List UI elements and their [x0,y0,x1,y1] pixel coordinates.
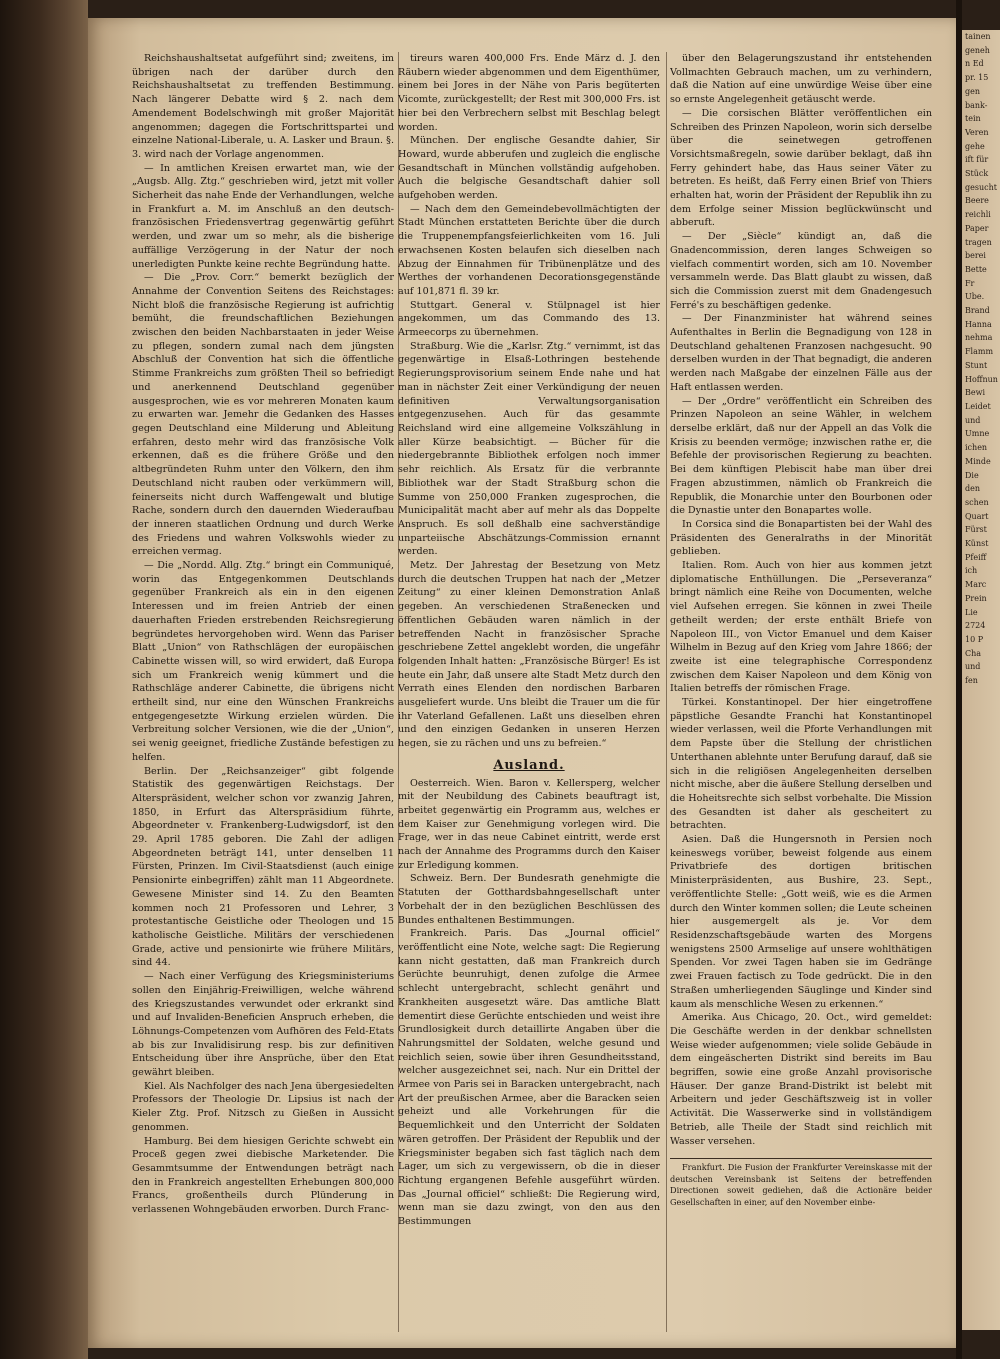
paragraph: Oesterreich. Wien. Baron v. Kellersperg, welcher mit der Neubildung des Cabinets beauftragt ist, arbeitet gegenwärtig ein Programm aus, welches er dem Kaiser zur Genehmigung vorlegen wird. Die Frage, wer in das neue Cabinet eintritt, werde erst nach der Annahme des Programms durch den Kaiser zur Erledigung kommen. [398,777,660,871]
paragraph: Kiel. Als Nachfolger des nach Jena übergesiedelten Professors der Theologie Dr. Lipsius ist nach der Kieler Ztg. Prof. Nitzsch zu Gießen in Aussicht genommen. [132,1080,394,1133]
adjacent-page-fragment: Lie [965,607,978,617]
adjacent-page-fragment: und [965,662,981,672]
adjacent-page-fragment: geneh [965,45,990,55]
adjacent-page-fragment: reichli [965,210,991,220]
paragraph: Italien. Rom. Auch von hier aus kommen jetzt diplomatische Enthüllungen. Die „Perseveranza“ bringt nämlich eine Reihe von Documenten, welche viel Aufsehen erregen. Sie können in zwei Theile getheilt werden; der erste enthält Briefe von Napoleon III., von Victor Emanuel und dem Kaiser Wilhelm in Bezug auf den Krieg vom Jahre 1866; der zweite ist eine telegraphische Correspondenz zwischen dem Kaiser Napoleon und dem König von Italien betreffs der römischen Frage. [670,560,932,695]
paragraph: Hamburg. Bei dem hiesigen Gerichte schwebt ein Proceß gegen zwei diebische Marketender. Die Gesammtsumme der Entwendungen beträgt nach den in Frankreich angestellten Erhebungen 800,000 Francs, großentheils durch Plünderung in verlassenen Wohngebäuden erworben. Durch Franc- [132,1135,394,1216]
adjacent-page-fragment: Künst [965,539,989,549]
paragraph: — Die „Prov. Corr.“ bemerkt bezüglich der Annahme der Convention Seitens des Reichstages: Nicht bloß die französische Regierung ist aufrichtig bemüht, die freundschaftlichen Beziehungen zwischen den beiden Nachbarstaaten in jeder Weise zu pflegen, sondern zumal nach dem jüngsten Abschluß der Convention hat sich die öffentliche Stimme Frankreichs zum größten Theil so befriedigt und anerkennend Deutschland gegenüber ausgesprochen, wie es vor mehreren Monaten kaum zu erwarten war. Jemehr die Gedanken des Hasses gegen Deutschland eine Milderung und Ableitung erfahren, desto mehr wird das französische Volk erkennen, daß es die frühere Größe und den altbegründeten Ruhm unter den Völkern, den ihm Deutschland nicht rauben oder verkümmern will, feinerseits nicht durch Waffengewalt und blutige Rache, sondern durch den dauernden Wiederaufbau der inneren staatlichen Ordnung und durch Werke des Friedens und wahren Volkswohls wieder zu erreichen vermag. [132,272,394,558]
adjacent-page-fragment: Minde [965,456,991,466]
paragraph: tireurs waren 400,000 Frs. Ende März d. J. den Räubern wieder abgenommen und dem Eigenthümer, einem bei Jores in der Nähe von Paris begüterten Vicomte, zurückgestellt; der Rest mit 300,000 Frs. ist hier bei den Verbrechern selbst mit Beschlag belegt worden. [398,53,660,133]
adjacent-page-fragment: bank- [965,100,988,110]
paragraph: München. Der englische Gesandte dahier, Sir Howard, wurde abberufen und zugleich die englische Gesandtschaft in München vollständig aufgehoben. Auch die belgische Gesandtschaft dahier soll aufgehoben werden. [398,135,660,202]
adjacent-page-fragment: Paper [965,223,989,233]
paragraph: Reichshaushaltsetat aufgeführt sind; zweitens, im übrigen nach der darüber durch den Reichshaushaltsetat zu treffenden Bestimmung. Nach längerer Debatte wird § 2. nach dem Amendement Bodelschwingh mit großer Majorität angenommen; dagegen die Fortschrittspartei und einzelne National-Liberale, u. A. Lasker und Braun. §. 3. wird nach der Vorlage angenommen. [132,53,394,160]
adjacent-page-fragment: gesucht [965,182,997,192]
adjacent-page-fragment: den [965,484,981,494]
frankfurt-note [670,1158,932,1208]
book-binding [0,0,88,1359]
column-3 [670,52,932,1332]
adjacent-page-edge [962,30,1000,1330]
paragraph: Schweiz. Bern. Der Bundesrath genehmigte die Statuten der Gotthardsbahngesellschaft unter Vorbehalt der in den bezüglichen Beschlüssen des Bundes enthaltenen Bestimmungen. [398,873,660,926]
adjacent-page-fragment: Quart [965,511,989,521]
adjacent-page-fragment: Stunt [965,360,988,370]
adjacent-page-fragment: tainen [965,32,991,41]
adjacent-page-fragment: Leidet [965,401,991,411]
adjacent-page-fragment: Brand [965,306,990,316]
paragraph: Straßburg. Wie die „Karlsr. Ztg.“ vernimmt, ist das gegenwärtige in Elsaß-Lothringen bestehende Regierungsprovisorium seinem Ende nahe und hat man in nächster Zeit einer Verkündigung der neuen definitiven Verwaltungsorganisation entgegenzusehen. Auch für das gesammte Reichsland wird eine allgemeine Volkszählung in aller Kürze beabsichtigt. — Bücher für die niedergebrannte Bibliothek erfolgen noch immer sehr reichlich. Als Ersatz für die verbrannte Bibliothek war der Stadt Straßburg schon die Summe von 250,000 Franken zugesprochen, die Municipalität macht aber auf mehr als das Doppelte Anspruch. Es soll deßhalb eine sachverständige unparteiische Abschätzungs-Commission ernannt werden. [398,340,660,558]
adjacent-page-fragment: Veren [965,127,989,137]
adjacent-page-fragment: tragen [965,237,992,247]
adjacent-page-fragment: Pfeiff [965,552,987,562]
adjacent-page-fragment: Marc [965,580,987,590]
adjacent-page-fragment: Stück [965,169,989,179]
paragraph: — Der „Siècle“ kündigt an, daß die Gnadencommission, deren langes Schweigen so vielfach commentirt worden, sich am 10. November versammeln werde. Das Blatt glaubt zu wissen, daß sich die Commission zuerst mit dem Gnadengesuch Ferré's zu beschäftigen gedenke. [670,231,932,311]
paragraph: Berlin. Der „Reichsanzeiger“ gibt folgende Statistik des gegenwärtigen Reichstags. Der Alterspräsident, welcher schon vor zwanzig Jahren, 1850, in Erfurt das Alterspräsidium führte, Abgeordneter v. Frankenberg-Ludwigsdorf, ist den 29. April 1785 geboren. Die Zahl der adligen Abgeordneten beträgt 141, unter denselben 11 Fürsten, Prinzen. Im Civil-Staatsdienst (auch einige Pensionirte einbegriffen) zählt man 11 Abgeordnete. Gewesene Minister sind 14. Zu den Beamten kommen noch 21 Professoren und Lehrer, 3 protestantische Geistliche oder Theologen und 15 katholische Geistliche. Militärs der verschiedenen Grade, active und pensionirte wie frühere Militärs, sind 44. [132,765,394,969]
paragraph: Frankreich. Paris. Das „Journal officiel“ veröffentlicht eine Note, welche sagt: Die Regierung kann nicht gestatten, daß man Frankreich durch Gerüchte beunruhigt, denen zufolge die Armee schlecht untergebracht, schlecht genährt und Krankheiten ausgesetzt wäre. Das amtliche Blatt dementirt diese Gerüchte entschieden und weist ihre Grundlosigkeit durch detaillirte Angaben über die Nahrungsmittel der Soldaten, welche gesund und reichlich seien, sowie über ihren Gesundheitsstand, welcher ausgezeichnet sei, nach. Nur ein Drittel der Armee von Paris sei in Baracken untergebracht, nach Art der preußischen Armee, aber die Baracken seien geheizt und alle Vorkehrungen für die Bequemlichkeit und den Unterricht der Soldaten wären getroffen. Der Präsident der Republik und der Kriegsminister begaben sich fast täglich nach dem Lager, um sich zu vergewissern, ob die in dieser Richtung ergangenen Befehle ausgeführt würden. Das „Journal officiel“ schließt: Die Regierung wird, wenn man sie dazu zwingt, von den aus den Bestimmungen [398,928,660,1228]
adjacent-page-fragment: 10 P [965,634,984,644]
paragraph: — Die „Nordd. Allg. Ztg.“ bringt ein Communiqué, worin das Entgegenkommen Deutschlands gegenüber Frankreich als ein in den eigenen Interessen und im freien Antrieb der einen dauerhaften Frieden erstrebenden Reichsregierung begründetes hervorgehoben wird. Wenn das Pariser Blatt „Union“ von Rathschlägen der europäischen Cabinette wissen will, so wird erwidert, daß Europa sich um Frankreich wenig kümmert und die Rathschläge anderer Cabinette, die übrigens nicht ertheilt sind, nur eine den Wünschen Frankreichs entgegengesetzte Wirkung erzielen würden. Die Verbreitung solcher Versionen, wie die der „Union“, sei wenig geeignet, friedliche Zustände befestigen zu helfen. [132,560,394,763]
adjacent-page-fragment: Umne [965,429,990,439]
newspaper-page [88,18,956,1348]
adjacent-page-fragment: Beere [965,196,989,206]
column-rule [666,52,667,1332]
paragraph: — Der Finanzminister hat während seines Aufenthaltes in Berlin die Begnadigung von 128 in Deutschland gehaltenen Franzosen nachgesucht. 90 derselben wurden in der That begnadigt, die anderen werden nach Maßgabe der einzelnen Fälle aus der Haft entlassen werden. [670,313,932,393]
paragraph: Metz. Der Jahrestag der Besetzung von Metz durch die deutschen Truppen hat nach der „Metzer Zeitung“ zu einer kleinen Demonstration Anlaß gegeben. An verschiedenen Straßenecken und öffentlichen Gebäuden waren nämlich in der betreffenden Nacht in französischer Sprache geschriebene Zettel angeklebt worden, die ungefähr folgenden Inhalt hatten: „Französische Bürger! Es ist heute ein Jahr, daß unsere alte Stadt Metz durch den Verrath eines Elenden den nordischen Barbaren ausgeliefert wurde. Uns bleibt die Trauer um die für ihr Vaterland Gefallenen. Laßt uns dieselben ehren und den einzigen Gedanken in unseren Herzen hegen, sie zu rächen und uns zu befreien.“ [398,560,660,750]
adjacent-page-fragment: pr. 15 [965,73,989,83]
paragraph: — Die corsischen Blätter veröffentlichen ein Schreiben des Prinzen Napoleon, worin sich derselbe über die seinetwegen getroffenen Vorsichtsmaßregeln, sowie darüber beklagt, daß ihn Ferry gehindert habe, das Haus seiner Väter zu betreten. Es heißt, daß Ferry einen Brief von Thiers erhalten hat, worin der Präsident der Republik ihn zu dem Erfolge seiner Mission beglückwünscht und abberuft. [670,107,932,229]
adjacent-page-fragment: 2724 [965,621,986,631]
adjacent-page-fragment: fen [965,676,978,686]
adjacent-page-fragment: Cha [965,648,982,658]
adjacent-page-fragment: Die [965,470,979,480]
column-2 [398,52,660,1332]
adjacent-page-fragment: n Ed [965,59,984,69]
adjacent-page-fragment: Fr [965,278,975,288]
paragraph: Stuttgart. General v. Stülpnagel ist hier angekommen, um das Commando des 13. Armeecorps zu übernehmen. [398,299,660,339]
adjacent-page-fragment: Hanna [965,319,992,329]
paragraph: Asien. Daß die Hungersnoth in Persien noch keineswegs vorüber, beweist folgende aus einem Privatbriefe des dortigen britischen Ministerpräsidenten, aus Bushire, 23. Sept., veröffentlichte Stelle: „Gott weiß, wie es die Armen durch den Winter kommen sollen; die Leute scheinen hier ausgemergelt als je. Vor dem Residenzschaftsgebäude warten des Morgens wenigstens 2500 Armselige auf unsere wohlthätigen Spenden. Vor zwei Tagen haben sie im Gedränge zwei Frauen factisch zu Tode gedrückt. Die in den Straßen umherliegenden Säuglinge und Kinder sind kaum als menschliche Wesen zu erkennen.“ [670,834,932,1010]
adjacent-page-fragment: Flamm [965,347,994,357]
adjacent-page-fragment: nehma [965,333,993,343]
adjacent-page-fragment: ichen [965,443,988,453]
paragraph: Türkei. Konstantinopel. Der hier eingetroffene päpstliche Gesandte Franchi hat Konstantinopel wieder verlassen, weil die Pforte Verhandlungen mit dem Papste über die Stellung der christlichen Unterthanen ablehnte unter Berufung darauf, daß sie sich in die religiösen Angelegenheiten derselben nicht mische, aber die äußere Stellung derselben und die Hoheitsrechte sich selbst vorbehalte. Die Mission des Gesandten ist daher als gescheitert zu betrachten. [670,697,932,832]
adjacent-page-fragment: und [965,415,981,425]
adjacent-page-fragment: Bewi [965,388,986,398]
adjacent-page-fragment: tein [965,114,981,124]
adjacent-page-fragment: ich [965,566,978,576]
adjacent-page-fragment: berei [965,251,986,261]
adjacent-page-fragment: Hoffnun [965,374,998,384]
paragraph: — Der „Ordre“ veröffentlicht ein Schreiben des Prinzen Napoleon an seine Wähler, in welchem derselbe erklärt, daß nur der Appell an das Volk die Krisis zu beenden vermöge; inzwischen rathe er, die Befehle der provisorischen Regierung zu beachten. Bei dem künftigen Plebiscit habe man über drei Fragen abzustimmen, nämlich ob Frankreich die Republik, die Monarchie unter den Bourbonen oder die Dynastie unter den Bonapartes wolle. [670,395,932,517]
paragraph: über den Belagerungszustand ihr entstehenden Vollmachten Gebrauch machen, um zu verhindern, daß die Nation auf eine unwürdige Weise über eine so ernste Angelegenheit getäuscht werde. [670,53,932,106]
paragraph: Amerika. Aus Chicago, 20. Oct., wird gemeldet: Die Geschäfte werden in der denkbar schnellsten Weise wieder aufgenommen; viele solide Gebäude in dem eingeäscherten Distrikt sind bereits im Bau begriffen, sowie eine große Anzahl provisorische Häuser. Der ganze Brand-Distrikt ist belebt mit Arbeitern und jeder Geschäftszweig ist in voller Activität. Die Wasserwerke sind in vollständigem Betrieb, alle Theile der Stadt sind reichlich mit Wasser versehen. [670,1012,932,1147]
paragraph: — Nach dem den Gemeindebevollmächtigten der Stadt München erstatteten Berichte über die durch die Truppenempfangsfeierlichkeiten vom 16. Juli erwachsenen Kosten belaufen sich dieselben nach Abzug der Einnahmen für Tribünenplätze und des Werthes der vorhandenen Decorationsgegenstände auf 101,871 fl. 39 kr. [398,203,660,297]
paragraph: — In amtlichen Kreisen erwartet man, wie der „Augsb. Allg. Ztg.“ geschrieben wird, jetzt mit voller Sicherheit das nahe Ende der Verhandlungen, welche in Frankfurt a. M. im Anschluß an den deutsch-französischen Friedensvertrag gegenwärtig geführt werden, und zwar um so mehr, als die bisherige auffällige Verzögerung in der Natur der noch unerledigten Punkte keine rechte Begründung hatte. [132,162,394,270]
adjacent-page-fragment: Prein [965,593,987,603]
adjacent-page-fragment: gen [965,86,981,96]
adjacent-page-fragment: schen [965,497,989,507]
section-heading-ausland: Ausland. [493,757,565,773]
paragraph: Frankfurt. Die Fusion der Frankfurter Vereinskasse mit der deutschen Vereinsbank ist Seitens der betreffenden Directionen soweit gediehen, daß die Actionäre beider Gesellschaften in einer, auf den November einbe- [670,1162,932,1207]
paragraph: In Corsica sind die Bonapartisten bei der Wahl des Präsidenten des Generalraths in der Minorität geblieben. [670,518,932,558]
adjacent-page-fragment: Bette [965,264,987,274]
adjacent-page-fragment: Ube. [965,292,985,302]
adjacent-page-fragment: Fürst [965,525,987,535]
column-1 [132,52,394,1332]
paragraph: — Nach einer Verfügung des Kriegsministeriums sollen den Einjährig-Freiwilligen, welche während des Kriegszustandes verwundet oder erkrankt sind und auf Invaliden-Beneficien Anspruch erheben, die Löhnungs-Competenzen vom Aufhören des Feld-Etats ab bis zur Invalidisirung resp. bis zur definitiven Entscheidung über ihre Ansprüche, über den Etat gewährt bleiben. [132,971,394,1079]
adjacent-page-fragment: gehe [965,141,985,151]
adjacent-page-fragment: ift für [965,155,989,165]
